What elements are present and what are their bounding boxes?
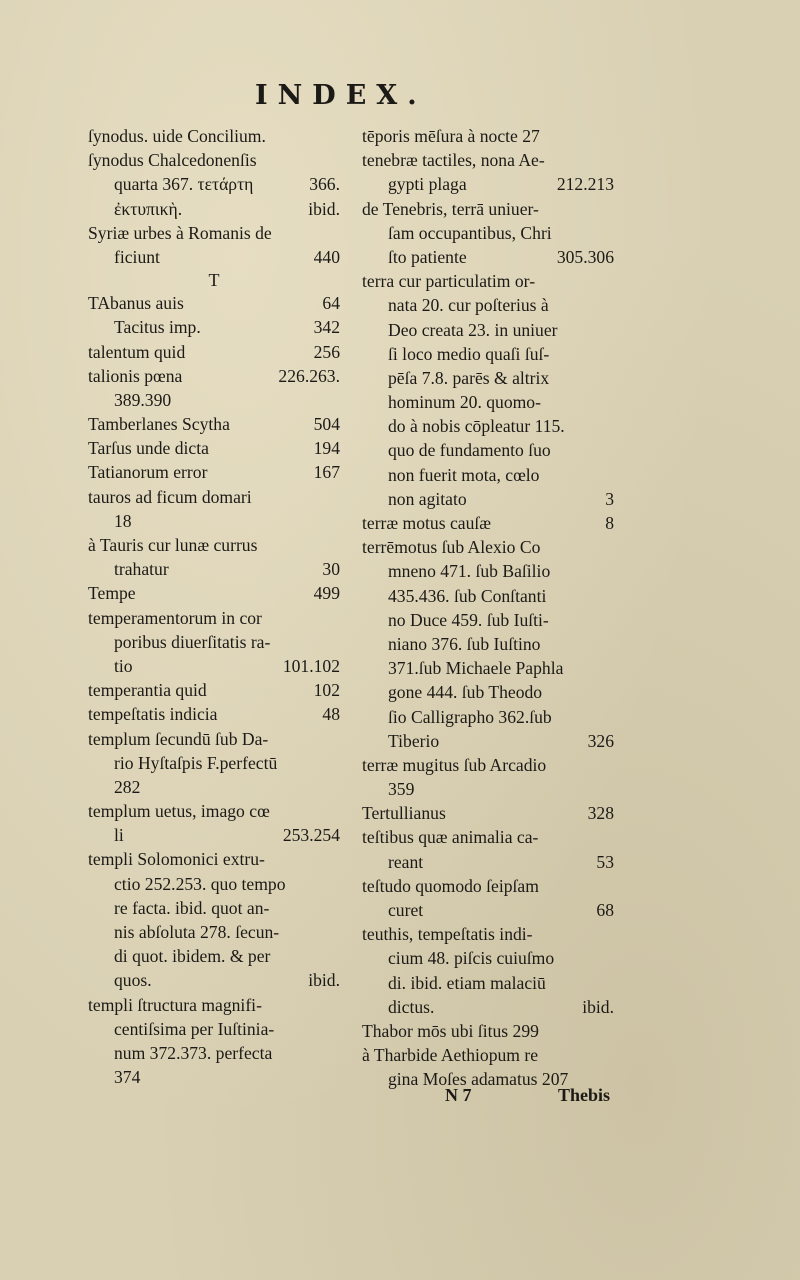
entry-text: templum ſecundū ſub Da- bbox=[88, 728, 269, 749]
page-reference: 256 bbox=[313, 341, 340, 362]
index-line bbox=[88, 920, 340, 944]
right-index-column bbox=[362, 124, 614, 1092]
entry-text: Tatianorum error bbox=[88, 462, 208, 483]
index-entry bbox=[362, 535, 614, 753]
index-line bbox=[88, 993, 340, 1017]
index-line bbox=[362, 438, 614, 462]
index-line bbox=[88, 485, 340, 509]
index-entry bbox=[362, 922, 614, 1019]
entry-text: teſtibus quæ animalia ca- bbox=[362, 827, 539, 848]
index-line bbox=[88, 678, 340, 702]
index-line bbox=[362, 559, 614, 583]
entry-text: reant bbox=[388, 851, 424, 872]
index-line bbox=[88, 315, 340, 339]
entry-text: nata 20. cur poſterius à bbox=[388, 295, 549, 316]
index-line bbox=[362, 197, 614, 221]
index-line bbox=[362, 124, 614, 148]
page-reference: 64 bbox=[322, 293, 340, 314]
index-line bbox=[88, 557, 340, 581]
index-line bbox=[88, 872, 340, 896]
index-entry bbox=[88, 412, 340, 436]
page-reference: 3 bbox=[605, 488, 614, 509]
page-reference: 499 bbox=[313, 583, 340, 604]
entry-text: ſam occupantibus, Chri bbox=[388, 222, 552, 243]
index-entry bbox=[88, 799, 340, 847]
index-line bbox=[88, 751, 340, 775]
entry-text: ſto patiente bbox=[388, 246, 467, 267]
index-entry bbox=[88, 847, 340, 992]
index-line bbox=[362, 148, 614, 172]
entry-text: Tamberlanes Scytha bbox=[88, 414, 230, 435]
entry-text: hominum 20. quomo- bbox=[388, 392, 541, 413]
index-line bbox=[362, 680, 614, 704]
index-line bbox=[88, 412, 340, 436]
index-entry bbox=[88, 606, 340, 679]
index-entry bbox=[88, 485, 340, 533]
index-line bbox=[88, 944, 340, 968]
index-line bbox=[88, 581, 340, 605]
index-line bbox=[362, 801, 614, 825]
index-line bbox=[88, 197, 340, 221]
index-line bbox=[88, 221, 340, 245]
index-line bbox=[88, 896, 340, 920]
index-line bbox=[88, 727, 340, 751]
page-reference: 8 bbox=[605, 513, 614, 533]
index-line bbox=[362, 946, 614, 970]
index-line bbox=[88, 799, 340, 823]
page-reference: ibid. bbox=[582, 996, 614, 1017]
index-entry bbox=[88, 364, 340, 412]
index-line bbox=[362, 535, 614, 559]
index-line bbox=[88, 245, 340, 269]
index-line bbox=[88, 1041, 340, 1065]
page-reference: 326 bbox=[587, 730, 614, 751]
entry-text: di. ibid. etiam malaciū bbox=[388, 972, 546, 993]
index-line bbox=[88, 533, 340, 557]
page-reference: 212.213 bbox=[556, 174, 614, 195]
index-line bbox=[88, 823, 340, 847]
index-line bbox=[88, 1065, 340, 1089]
index-line bbox=[362, 1043, 614, 1067]
index-line bbox=[362, 656, 614, 680]
index-entry bbox=[88, 727, 340, 800]
entry-text: 435.436. ſub Conſtanti bbox=[388, 585, 547, 606]
index-line bbox=[362, 705, 614, 729]
entry-text: li bbox=[114, 825, 124, 846]
page-reference: 194 bbox=[313, 438, 340, 459]
entry-text: 389.390 bbox=[114, 389, 172, 410]
index-line bbox=[362, 366, 614, 390]
entry-text: tempeſtatis indicia bbox=[88, 704, 218, 725]
index-line bbox=[362, 318, 614, 342]
page-reference: 305.306 bbox=[556, 246, 614, 267]
entry-text: trahatur bbox=[114, 559, 169, 580]
index-entry bbox=[88, 436, 340, 460]
index-line bbox=[362, 777, 614, 801]
entry-text: Tacitus imp. bbox=[114, 317, 201, 338]
entry-text: ficiunt bbox=[114, 246, 160, 267]
entry-text: temperantia quid bbox=[88, 680, 207, 701]
entry-text: tauros ad ficum domari bbox=[88, 486, 252, 507]
entry-text: di quot. ibidem. & per bbox=[114, 946, 271, 967]
entry-text: rio Hyſtaſpis F.perfectū bbox=[114, 752, 278, 773]
entry-text: num 372.373. perfecta bbox=[114, 1042, 273, 1063]
entry-text: Thabor mōs ubi ſitus 299 bbox=[362, 1020, 539, 1041]
entry-text: dictus. bbox=[388, 996, 435, 1017]
section-letter: T bbox=[208, 270, 220, 291]
index-line bbox=[88, 968, 340, 992]
index-entry bbox=[362, 1019, 614, 1043]
index-entry bbox=[88, 678, 340, 702]
index-line bbox=[362, 850, 614, 874]
entry-text: Tarſus unde dicta bbox=[88, 438, 209, 459]
entry-text: ſi loco medio quaſi ſuſ- bbox=[388, 343, 550, 364]
entry-text: terra cur particulatim or- bbox=[362, 271, 536, 292]
entry-text: do à nobis cōpleatur 115. bbox=[388, 416, 565, 437]
index-line bbox=[362, 874, 614, 898]
index-entry bbox=[362, 124, 614, 148]
index-entry bbox=[88, 124, 340, 148]
entry-text: quarta 367. τετάρτη bbox=[114, 174, 254, 195]
entry-text: centiſsima per Iuſtinia- bbox=[114, 1018, 275, 1039]
entry-text: ſynodus. uide Concilium. bbox=[88, 126, 266, 146]
index-line bbox=[362, 487, 614, 511]
entry-text: templi ſtructura magnifi- bbox=[88, 994, 262, 1015]
index-entry bbox=[88, 581, 340, 605]
left-entries-before bbox=[88, 124, 340, 269]
index-entry bbox=[88, 221, 340, 269]
entry-text: non fuerit mota, cœlo bbox=[388, 464, 540, 485]
entry-text: Tertullianus bbox=[362, 803, 446, 824]
page-reference: 226.263. bbox=[278, 365, 340, 386]
index-line bbox=[88, 148, 340, 172]
index-line bbox=[88, 606, 340, 630]
page-reference: 30 bbox=[322, 559, 340, 580]
index-line bbox=[362, 463, 614, 487]
index-line bbox=[88, 364, 340, 388]
entry-text: talentum quid bbox=[88, 341, 186, 362]
entry-text: teuthis, tempeſtatis indi- bbox=[362, 924, 533, 945]
page-reference: 167 bbox=[313, 462, 340, 483]
index-entry bbox=[362, 148, 614, 196]
index-entry bbox=[362, 197, 614, 270]
entry-text: Tempe bbox=[88, 583, 136, 604]
page-reference: 504 bbox=[313, 414, 340, 435]
index-entry bbox=[88, 340, 340, 364]
index-line bbox=[88, 509, 340, 533]
entry-text: cium 48. piſcis cuiuſmo bbox=[388, 948, 555, 969]
index-line bbox=[362, 729, 614, 753]
index-line bbox=[362, 922, 614, 946]
entry-text: templum uetus, imago cœ bbox=[88, 801, 270, 822]
page-reference: 68 bbox=[596, 900, 614, 920]
index-line bbox=[88, 847, 340, 871]
entry-text: 371.ſub Michaele Paphla bbox=[388, 658, 564, 679]
entry-text: gone 444. ſub Theodo bbox=[388, 682, 543, 703]
entry-text: TAbanus auis bbox=[88, 293, 184, 314]
index-line bbox=[362, 221, 614, 245]
entry-text: curet bbox=[388, 900, 424, 920]
entry-text: temperamentorum in cor bbox=[88, 607, 262, 628]
index-entry bbox=[88, 148, 340, 221]
index-line bbox=[362, 898, 614, 922]
index-entry bbox=[362, 825, 614, 873]
index-line bbox=[88, 702, 340, 726]
index-line bbox=[362, 995, 614, 1019]
index-line bbox=[88, 291, 340, 315]
entry-text: mneno 471. ſub Baſilio bbox=[388, 561, 551, 582]
entry-text: gypti plaga bbox=[388, 174, 467, 195]
index-entry bbox=[362, 874, 614, 922]
page-reference: 53 bbox=[596, 851, 614, 872]
index-line bbox=[362, 293, 614, 317]
entry-text: 282 bbox=[114, 776, 141, 797]
entry-text: à Tharbide Aethiopum re bbox=[362, 1045, 539, 1066]
entry-text: 18 bbox=[114, 510, 132, 531]
index-entry bbox=[88, 460, 340, 484]
index-line bbox=[88, 436, 340, 460]
entry-text: talionis pœna bbox=[88, 365, 183, 386]
index-line bbox=[362, 825, 614, 849]
index-line bbox=[88, 654, 340, 678]
page-footer bbox=[445, 1082, 610, 1108]
entry-text: re facta. ibid. quot an- bbox=[114, 897, 270, 918]
entry-text: quos. bbox=[114, 970, 152, 991]
index-line bbox=[362, 584, 614, 608]
page-title: INDEX. bbox=[255, 80, 427, 111]
index-line bbox=[88, 340, 340, 364]
index-line bbox=[362, 269, 614, 293]
page-reference: 342 bbox=[313, 317, 340, 338]
entry-text: tēporis mēſura à nocte 27 bbox=[362, 126, 540, 146]
page-reference: 366. bbox=[309, 174, 340, 195]
entry-text: nis abſoluta 278. ſecun- bbox=[114, 922, 280, 942]
page-reference: ibid. bbox=[308, 198, 340, 219]
index-line bbox=[88, 172, 340, 196]
entry-text: non agitato bbox=[388, 488, 467, 509]
index-entry bbox=[88, 533, 340, 581]
page-reference: 253.254 bbox=[282, 825, 340, 846]
entry-text: no Duce 459. ſub Iuſti- bbox=[388, 609, 549, 630]
entry-text: ſio Calligrapho 362.ſub bbox=[388, 706, 552, 727]
index-line bbox=[88, 460, 340, 484]
page-reference: 101.102 bbox=[282, 655, 340, 676]
entry-text: terræ motus cauſæ bbox=[362, 513, 491, 533]
entry-text: teſtudo quomodo ſeipſam bbox=[362, 875, 539, 896]
entry-text: Syriæ urbes à Romanis de bbox=[88, 222, 272, 243]
index-line bbox=[362, 390, 614, 414]
index-line bbox=[362, 172, 614, 196]
page-reference: 102 bbox=[313, 680, 340, 701]
page-reference: 328 bbox=[587, 803, 614, 824]
index-line bbox=[362, 414, 614, 438]
index-line bbox=[88, 388, 340, 412]
entry-text: niano 376. ſub Iuſtino bbox=[388, 633, 541, 654]
entry-text: terrēmotus ſub Alexio Co bbox=[362, 537, 541, 558]
entry-text: tio bbox=[114, 655, 133, 676]
page-reference: ibid. bbox=[308, 970, 340, 991]
entry-text: gina Moſes adamatus 207 bbox=[388, 1069, 569, 1090]
entry-text: Deo creata 23. in uniuer bbox=[388, 319, 558, 340]
index-line bbox=[362, 753, 614, 777]
entry-text: pēſa 7.8. parēs & altrix bbox=[388, 367, 550, 388]
entry-text: ctio 252.253. quo tempo bbox=[114, 873, 286, 894]
index-line bbox=[88, 1017, 340, 1041]
page-reference: 48 bbox=[322, 704, 340, 725]
index-entry bbox=[362, 753, 614, 801]
index-line bbox=[362, 971, 614, 995]
index-entry bbox=[362, 801, 614, 825]
index-line bbox=[362, 632, 614, 656]
index-entry bbox=[362, 511, 614, 535]
index-line bbox=[88, 775, 340, 799]
entry-text: 374 bbox=[114, 1067, 141, 1088]
page-reference: 440 bbox=[313, 246, 340, 267]
entry-text: ἐκτυπικὴ. bbox=[114, 198, 183, 219]
left-entries-after bbox=[88, 291, 340, 1089]
index-line bbox=[362, 511, 614, 535]
entry-text: Tiberio bbox=[388, 730, 440, 751]
catchword: Thebis bbox=[557, 1085, 610, 1105]
index-entry bbox=[88, 702, 340, 726]
left-index-column bbox=[88, 124, 340, 1089]
index-line bbox=[362, 342, 614, 366]
entry-text: ſynodus Chalcedonenſis bbox=[88, 150, 257, 171]
index-entry bbox=[362, 269, 614, 511]
entry-text: à Tauris cur lunæ currus bbox=[88, 535, 258, 555]
entry-text: quo de fundamento ſuo bbox=[388, 440, 551, 461]
index-line bbox=[88, 630, 340, 654]
index-line bbox=[362, 1019, 614, 1043]
index-line bbox=[88, 124, 340, 148]
index-line bbox=[362, 608, 614, 632]
entry-text: poribus diuerſitatis ra- bbox=[114, 631, 271, 652]
index-line bbox=[362, 245, 614, 269]
entry-text: 359 bbox=[388, 779, 415, 800]
entry-text: terræ mugitus ſub Arcadio bbox=[362, 754, 547, 775]
entry-text: de Tenebris, terrā uniuer- bbox=[362, 198, 539, 219]
index-entry bbox=[88, 993, 340, 1090]
entry-text: tenebræ tactiles, nona Ae- bbox=[362, 150, 545, 171]
index-entry bbox=[88, 291, 340, 339]
signature-mark: N 7 bbox=[445, 1085, 472, 1105]
entry-text: templi Solomonici extru- bbox=[88, 849, 265, 870]
